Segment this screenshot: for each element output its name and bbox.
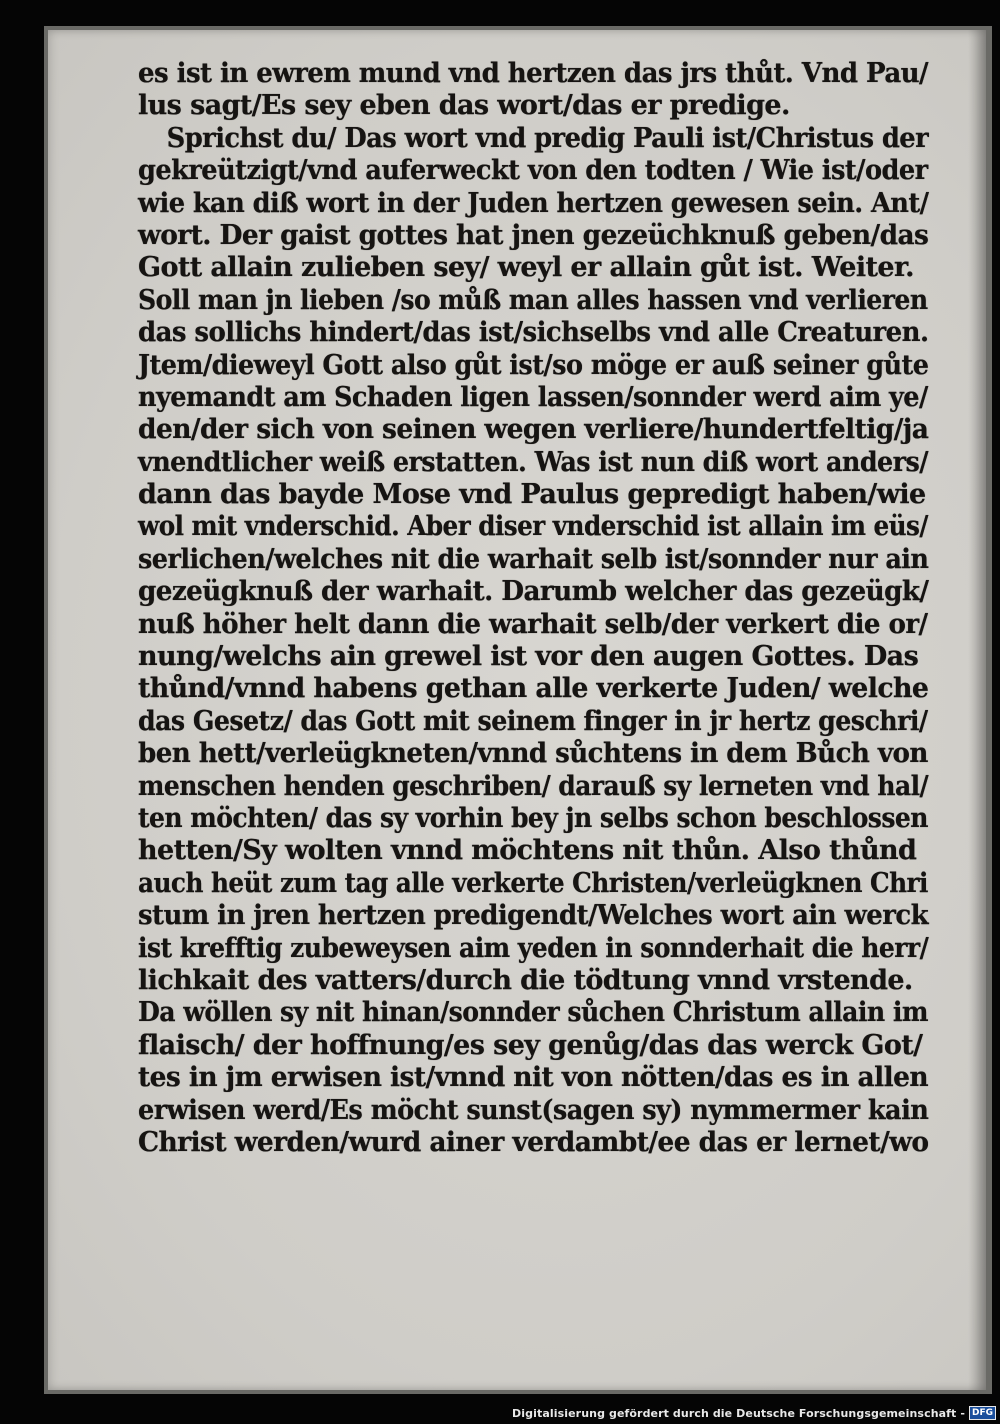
text-line: dann das bayde Mose vnd Paulus gepredigt haben/wie (138, 479, 926, 511)
text-line: Christ werden/wurd ainer verdambt/ee das er lernet/wo (138, 1126, 929, 1158)
text-line: nung/welchs ain grewel ist vor den augen Gottes. Das (138, 641, 919, 673)
text-line: tes in jm erwisen ist/vnnd nit von nötten/das es in allen (138, 1062, 929, 1094)
text-line: Da wöllen sy nit hinan/sonnder sůchen Christum allain im (138, 997, 928, 1029)
text-line: gekreützigt/vnd auferweckt von den todten / Wie ist/oder (138, 155, 928, 187)
text-line: wort. Der gaist gottes hat jnen gezeüchknuß geben/das (138, 219, 929, 251)
dfg-logo: DFG (969, 1406, 996, 1420)
digitization-credit (512, 1406, 996, 1420)
text-line: wol mit vnderschid. Aber diser vnderschid ist allain im eüs/ (138, 511, 928, 543)
text-line: Soll man jn lieben /so můß man alles hassen vnd verlieren (138, 284, 928, 316)
text-line: serlichen/welches nit die warhait selb ist/sonnder nur ain (138, 543, 929, 575)
text-line: das sollichs hindert/das ist/sichselbs vnd alle Creaturen. (138, 317, 929, 349)
text-line: menschen henden geschriben/ darauß sy lerneten vnd hal/ (138, 770, 929, 802)
text-line: ten möchten/ das sy vorhin bey jn selbs schon beschlossen (138, 802, 928, 834)
text-line: gezeügknuß der warhait. Darumb welcher das gezeügk/ (138, 576, 929, 608)
text-line: es ist in ewrem mund vnd hertzen das jrs thůt. Vnd Pau/ (138, 58, 928, 89)
text-line: lichkait des vatters/durch die tödtung vnnd vrstende. (138, 964, 913, 996)
text-line: erwisen werd/Es möcht sunst(sagen sy) nymmermer kain (138, 1094, 929, 1126)
text-line: das Gesetz/ das Gott mit seinem finger in jr hertz geschri/ (138, 705, 928, 737)
text-line: den/der sich von seinen wegen verliere/hundertfeltig/ja (138, 414, 929, 446)
text-line: auch heüt zum tag alle verkerte Christen/verleügknen Chri (138, 867, 928, 899)
text-line: Jtem/dieweyl Gott also gůt ist/so möge er auß seiner gůte (138, 349, 929, 381)
text-line: lus sagt/Es sey eben das wort/das er predige. (138, 90, 790, 122)
text-line: stum in jren hertzen predigendt/Welches wort ain werck (138, 900, 929, 932)
text-line: ist krefftig zubeweysen aim yeden in sonnderhait die herr/ (138, 932, 929, 964)
text-line: nyemandt am Schaden ligen lassen/sonnder werd aim ye/ (138, 381, 928, 413)
text-line: ben hett/verleügkneten/vnnd sůchtens in dem Bůch von (138, 738, 928, 770)
text-line: flaisch/ der hoffnung/es sey genůg/das das werck Got/ (138, 1029, 923, 1061)
credit-text: Digitalisierung gefördert durch die Deutsche Forschungsgemeinschaft - (512, 1406, 965, 1420)
page-text-block (138, 58, 928, 1159)
gutter-shadow (968, 30, 986, 1390)
text-line: hetten/Sy wolten vnnd möchtens nit thůn. Also thůnd (138, 835, 917, 867)
text-line: thůnd/vnnd habens gethan alle verkerte Juden/ welche (138, 673, 929, 705)
text-line: nuß höher helt dann die warhait selb/der verkert die or/ (138, 608, 928, 640)
text-line: vnendtlicher weiß erstatten. Was ist nun diß wort anders/ (138, 446, 928, 478)
text-line: wie kan diß wort in der Juden hertzen gewesen sein. Ant/ (138, 187, 929, 219)
text-line: Gott allain zulieben sey/ weyl er allain gůt ist. Weiter. (138, 252, 914, 284)
text-line: Sprichst du/ Das wort vnd predig Pauli ist/Christus der (166, 122, 929, 154)
